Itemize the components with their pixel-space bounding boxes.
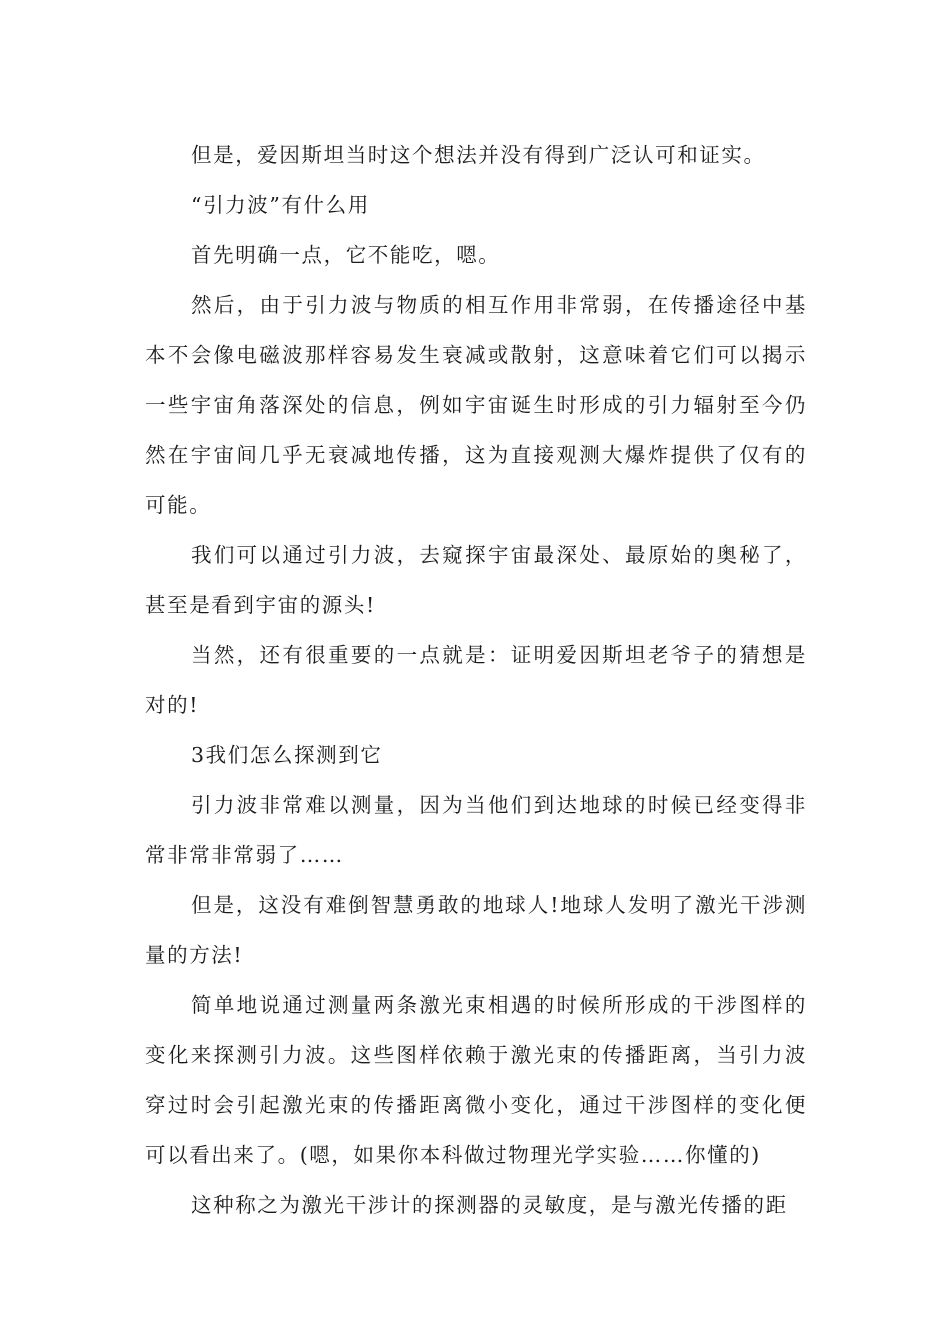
paragraph: 我们可以通过引力波，去窥探宇宙最深处、最原始的奥秘了，甚至是看到宇宙的源头! (145, 543, 807, 617)
paragraph: 引力波非常难以测量，因为当他们到达地球的时候已经变得非常非常非常弱了…… (145, 793, 807, 867)
paragraph: 但是，这没有难倒智慧勇敢的地球人!地球人发明了激光干涉测量的方法! (145, 893, 807, 967)
paragraph: 首先明确一点，它不能吃，嗯。 (191, 243, 501, 267)
document-body (145, 130, 807, 1230)
paragraph: 当然，还有很重要的一点就是：证明爱因斯坦老爷子的猜想是对的! (145, 643, 807, 717)
paragraph: 但是，爱因斯坦当时这个想法并没有得到广泛认可和证实。 (191, 143, 766, 167)
paragraph: 简单地说通过测量两条激光束相遇的时候所形成的干涉图样的变化来探测引力波。这些图样依赖于激光束的传播距离，当引力波穿过时会引起激光束的传播距离微小变化，通过干涉图样的变化便可以看出来了。(嗯，如果你本科做过物理光学实验……你懂的) (145, 993, 807, 1167)
section-heading: “引力波”有什么用 (191, 193, 370, 217)
section-heading: 3我们怎么探测到它 (191, 743, 383, 767)
paragraph: 这种称之为激光干涉计的探测器的灵敏度，是与激光传播的距 (191, 1193, 788, 1217)
paragraph: 然后，由于引力波与物质的相互作用非常弱，在传播途径中基本不会像电磁波那样容易发生衰减或散射，这意味着它们可以揭示一些宇宙角落深处的信息，例如宇宙诞生时形成的引力辐射至今仍然在宇宙间几乎无衰减地传播，这为直接观测大爆炸提供了仅有的可能。 (145, 293, 807, 517)
